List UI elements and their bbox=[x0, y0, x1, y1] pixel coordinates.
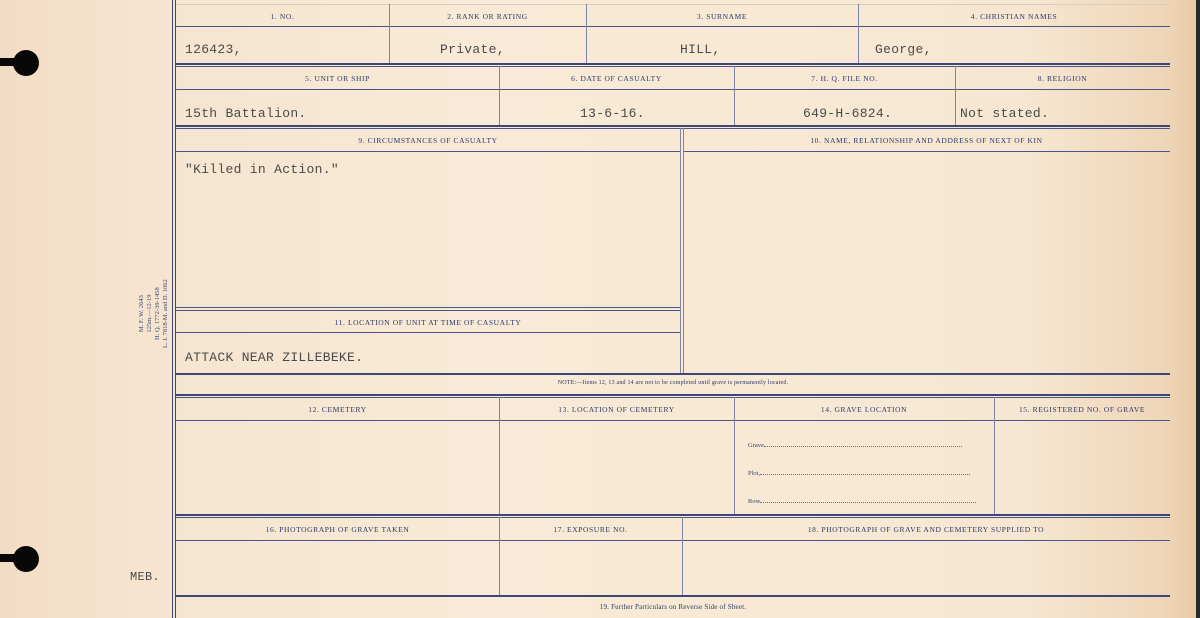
religion-value: Not stated. bbox=[960, 106, 1050, 121]
divider bbox=[499, 397, 500, 514]
rule bbox=[176, 66, 1170, 67]
rule bbox=[176, 397, 1170, 398]
rule bbox=[176, 514, 1170, 516]
religion-label: 8. RELIGION bbox=[1037, 74, 1088, 83]
date-of-casualty-value: 13-6-16. bbox=[580, 106, 645, 121]
rule bbox=[176, 125, 1170, 127]
grave-field-label: Grave bbox=[748, 442, 764, 449]
divider bbox=[955, 66, 956, 125]
location-of-unit-label: 11. LOCATION OF UNIT AT TIME OF CASUALTY bbox=[334, 318, 522, 327]
rule bbox=[176, 128, 1170, 129]
surname-value: HILL, bbox=[680, 42, 721, 57]
rule bbox=[176, 332, 680, 333]
row-field bbox=[748, 496, 976, 505]
rule bbox=[176, 89, 1170, 90]
rank-label: 2. RANK OR RATING bbox=[447, 12, 528, 21]
binder-hole-top bbox=[13, 50, 39, 76]
christian-names-label: 4. CHRISTIAN NAMES bbox=[970, 12, 1058, 21]
further-particulars-label: 19. Further Particulars on Reverse Side of Sheet. bbox=[599, 603, 747, 611]
side-print-line: L. I. 7818-M. and D. 1062 bbox=[162, 279, 169, 348]
left-border bbox=[172, 0, 173, 618]
side-print bbox=[138, 279, 170, 348]
surname-label: 3. SURNAME bbox=[696, 12, 748, 21]
christian-names-value: George, bbox=[875, 42, 932, 57]
rule bbox=[683, 151, 1170, 152]
divider bbox=[734, 66, 735, 125]
rule bbox=[176, 307, 680, 308]
no-value: 126423, bbox=[185, 42, 242, 57]
plot-field bbox=[748, 468, 970, 477]
photo-supplied-to-label: 18. PHOTOGRAPH OF GRAVE AND CEMETERY SUPPLIED TO bbox=[807, 525, 1045, 534]
no-label: 1. NO. bbox=[270, 12, 295, 21]
rule bbox=[176, 394, 1170, 396]
rule bbox=[176, 517, 1170, 518]
side-print-line: 125m.—12-19 bbox=[146, 294, 153, 333]
cemetery-label: 12. CEMETERY bbox=[308, 405, 367, 414]
divider bbox=[499, 66, 500, 125]
circumstances-label: 9. CIRCUMSTANCES OF CASUALTY bbox=[358, 136, 498, 145]
grave-dotted-line[interactable] bbox=[764, 440, 962, 447]
circumstances-value: "Killed in Action." bbox=[185, 162, 339, 177]
date-of-casualty-label: 6. DATE OF CASUALTY bbox=[571, 74, 662, 83]
plot-dotted-line[interactable] bbox=[760, 468, 970, 475]
next-of-kin-label: 10. NAME, RELATIONSHIP AND ADDRESS OF NEXT OF KIN bbox=[810, 136, 1043, 145]
divider bbox=[734, 397, 735, 514]
rank-value: Private, bbox=[440, 42, 505, 57]
unit-label: 5. UNIT OR SHIP bbox=[305, 74, 370, 83]
divider bbox=[389, 4, 390, 63]
rule bbox=[176, 310, 680, 311]
divider bbox=[683, 128, 684, 373]
hq-file-no-value: 649-H-6824. bbox=[803, 106, 893, 121]
rule bbox=[176, 63, 1170, 65]
divider bbox=[682, 517, 683, 595]
card-edge bbox=[1196, 0, 1200, 618]
photo-taken-label: 16. PHOTOGRAPH OF GRAVE TAKEN bbox=[265, 525, 410, 534]
divider bbox=[994, 397, 995, 514]
rule bbox=[176, 26, 1170, 27]
rule bbox=[176, 595, 1170, 597]
side-print-line: H. Q. 1772-39-1458 bbox=[154, 287, 161, 340]
grave-field bbox=[748, 440, 962, 449]
grave-location-label: 14. GRAVE LOCATION bbox=[820, 405, 908, 414]
binder-hole-bottom bbox=[13, 546, 39, 572]
exposure-no-label: 17. EXPOSURE NO. bbox=[553, 525, 628, 534]
note-text: NOTE:—Items 12, 13 and 14 are not to be completed until grave is permanently located. bbox=[557, 380, 789, 386]
divider bbox=[586, 4, 587, 63]
location-of-unit-value: ATTACK NEAR ZILLEBEKE. bbox=[185, 350, 364, 365]
rule bbox=[176, 4, 1170, 5]
plot-field-label: Plot, bbox=[748, 470, 761, 477]
hq-file-no-label: 7. H. Q. FILE NO. bbox=[811, 74, 878, 83]
row-dotted-line[interactable] bbox=[760, 496, 976, 503]
rule bbox=[176, 151, 680, 152]
registered-no-label: 15. REGISTERED NO. OF GRAVE bbox=[1018, 405, 1146, 414]
divider bbox=[858, 4, 859, 63]
unit-value: 15th Battalion. bbox=[185, 106, 307, 121]
row-field-label: Row bbox=[748, 498, 761, 505]
rule bbox=[176, 373, 1170, 375]
divider bbox=[680, 128, 681, 373]
side-print-line: M. F. W. 2643 bbox=[138, 295, 145, 333]
rule bbox=[176, 540, 1170, 541]
margin-initials: MEB. bbox=[130, 570, 161, 584]
divider bbox=[499, 517, 500, 595]
rule bbox=[176, 420, 1170, 421]
location-of-cemetery-label: 13. LOCATION OF CEMETERY bbox=[558, 405, 675, 414]
